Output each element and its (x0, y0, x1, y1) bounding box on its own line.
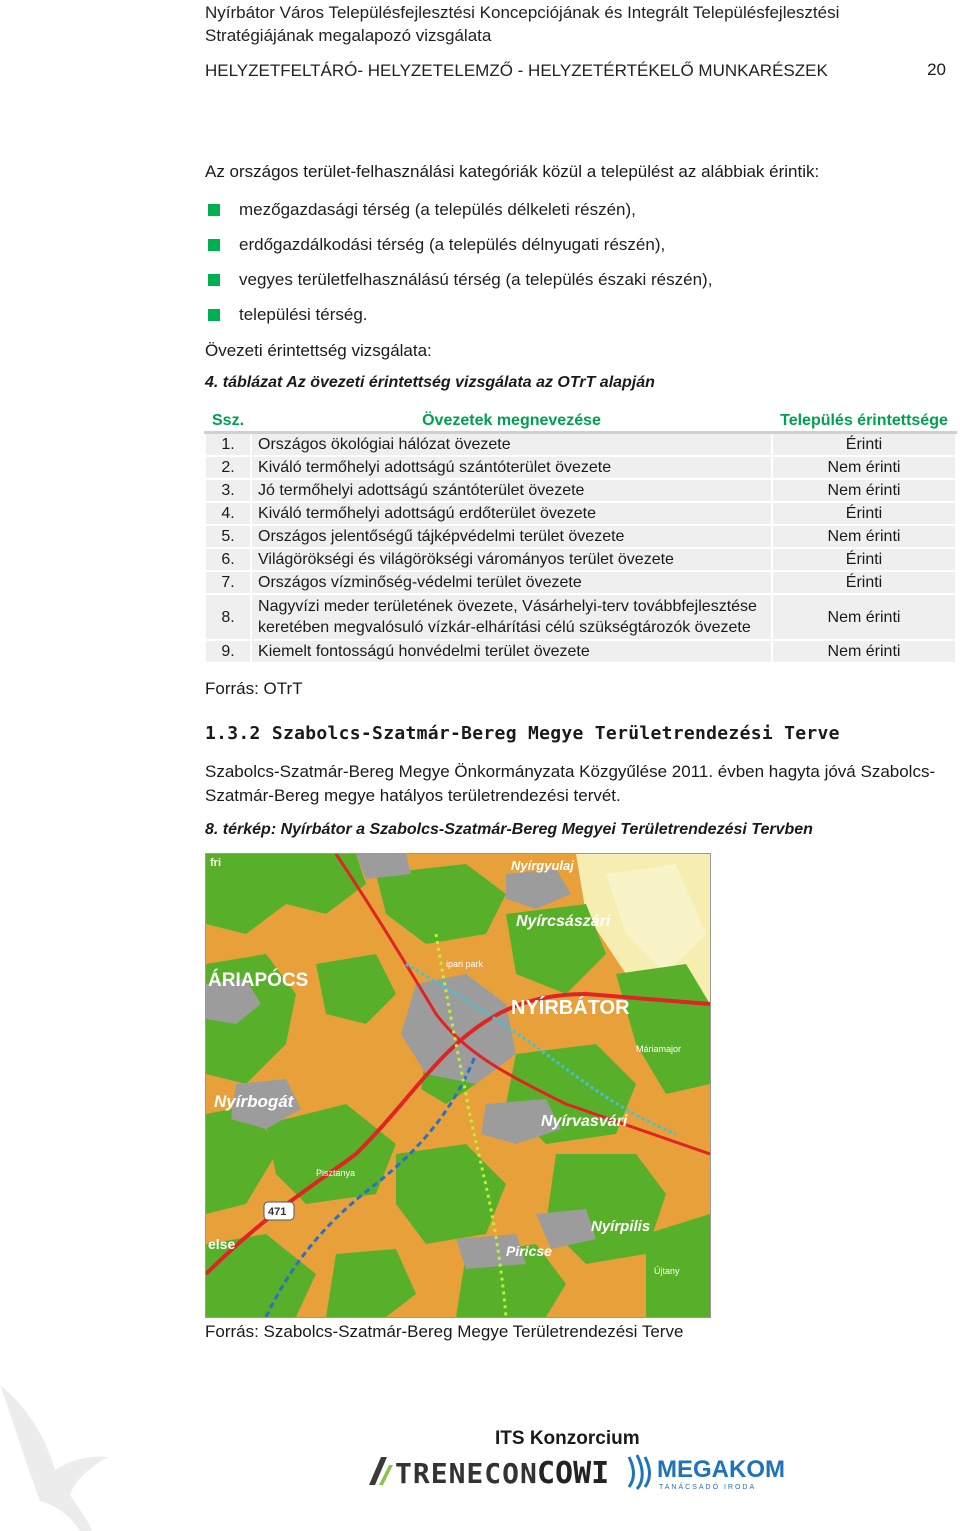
cell-result: Érinti (772, 502, 956, 525)
list-item (208, 304, 712, 339)
cell-result: Nem érinti (772, 456, 956, 479)
map-label-piricse: Piricse (506, 1243, 552, 1259)
map-label-else: else (208, 1236, 236, 1252)
map-label-nyircsaszari: Nyírcsászári (516, 913, 611, 930)
list-item-text: települési térség. (239, 305, 368, 324)
cell-zone: Országos ökológiai hálózat övezete (251, 433, 772, 457)
cell-number: 6. (205, 548, 251, 571)
table-row (205, 594, 956, 640)
cell-result: Nem érinti (772, 479, 956, 502)
list-item-text: mezőgazdasági térség (a település délkeleti részén), (239, 200, 636, 219)
megakom-logo (629, 1455, 785, 1491)
map-label-route: 471 (268, 1206, 287, 1218)
map-label-pisztanya: Pisztanya (316, 1168, 356, 1178)
map-source: Forrás: Szabolcs-Szatmár-Bereg Megye Területrendezési Terve (205, 1322, 684, 1341)
map-caption: 8. térkép: Nyírbátor a Szabolcs-Szatmár-Bereg Megyei Területrendezési Tervben (205, 821, 813, 838)
cell-number: 4. (205, 502, 251, 525)
cowi-logo-text: COWI (537, 1456, 610, 1491)
map-label-mariamajor: Máriamajor (636, 1044, 682, 1054)
map-label-nyirbogat: Nyírbogát (214, 1092, 294, 1111)
megakom-logo-subtext: TANÁCSADÓ IRODA (659, 1484, 757, 1491)
map-label-nyirvasvari: Nyírvasvári (541, 1113, 628, 1130)
bullet-square-icon (208, 239, 220, 251)
table-header-row (205, 408, 956, 433)
section-paragraph: Szabolcs-Szatmár-Bereg Megye Önkormányzata Közgyűlése 2011. évben hagyta jóvá Szabolcs-Szatmár-Bereg megye hatályos területrendezési tervét. (205, 762, 936, 805)
cell-number: 7. (205, 571, 251, 594)
table-caption: 4. táblázat Az övezeti érintettség vizsgálata az OTrT alapján (205, 374, 655, 391)
map-label-fri: fri (210, 857, 221, 869)
cell-zone: Kiváló termőhelyi adottságú szántóterület övezete (251, 456, 772, 479)
cell-zone-line-1: Nagyvízi meder területének övezete, Vásárhelyi-terv továbbfejlesztése (258, 598, 757, 615)
cell-result: Érinti (772, 548, 956, 571)
cell-zone: Jó termőhelyi adottságú szántóterület övezete (251, 479, 772, 502)
trenecon-logo (369, 1457, 538, 1490)
cell-result: Nem érinti (772, 640, 956, 663)
table-row (205, 479, 956, 502)
cell-zone: Kiváló termőhelyi adottságú erdőterület övezete (251, 502, 772, 525)
cell-zone (251, 594, 772, 640)
cell-zone: Kiemelt fontosságú honvédelmi terület övezete (251, 640, 772, 663)
table-row (205, 548, 956, 571)
cell-zone-line-2: keretében megvalósuló vízkár-elhárítási célú szükségtározók övezete (258, 619, 751, 636)
cell-zone: Világörökségi és világörökségi várományos terület övezete (251, 548, 772, 571)
table-source: Forrás: OTrT (205, 679, 303, 698)
bullet-square-icon (208, 274, 220, 286)
cell-result: Érinti (772, 433, 956, 457)
table-row (205, 571, 956, 594)
cell-result: Érinti (772, 571, 956, 594)
page-number: 20 (927, 60, 946, 79)
table-row (205, 640, 956, 663)
list-item (208, 234, 712, 269)
table-row (205, 525, 956, 548)
map-label-nyirpilis: Nyírpilis (591, 1218, 651, 1235)
cell-zone: Országos vízminőség-védelmi terület övezete (251, 571, 772, 594)
trenecon-logo-text: TRENECON (395, 1457, 538, 1490)
consortium-title: ITS Konzorcium (495, 1428, 640, 1449)
bullet-list (208, 199, 712, 339)
list-item-text: vegyes területfelhasználású térség (a település északi részén), (239, 270, 713, 289)
map-label-nyirgyulaj: Nyírgyulaj (511, 858, 574, 873)
bullet-square-icon (208, 204, 220, 216)
list-item (208, 269, 712, 304)
map-label-mariapocs: ÁRIAPÓCS (208, 970, 309, 991)
column-header-zone: Övezetek megnevezése (251, 408, 772, 433)
cell-zone: Országos jelentőségű tájképvédelmi terület övezete (251, 525, 772, 548)
megakom-logo-text: MEGAKOM (657, 1456, 785, 1483)
cell-number: 2. (205, 456, 251, 479)
header-line-2: Stratégiájának megalapozó vizsgálata (205, 26, 492, 45)
cell-number: 3. (205, 479, 251, 502)
cell-number: 5. (205, 525, 251, 548)
header-line-3: HELYZETFELTÁRÓ- HELYZETELEMZŐ - HELYZETÉRTÉKELŐ MUNKARÉSZEK (205, 61, 828, 80)
table-row (205, 433, 956, 457)
map-label-ujtany: Újtany (654, 1266, 680, 1276)
bird-watermark-icon (0, 1385, 110, 1531)
cell-result: Nem érinti (772, 594, 956, 640)
section-heading: 1.3.2 Szabolcs-Szatmár-Bereg Megye Területrendezési Terve (205, 723, 840, 744)
map-label-ipari-park: ipari park (446, 959, 484, 969)
column-header-result: Település érintettsége (772, 408, 956, 433)
column-header-number: Ssz. (205, 408, 251, 433)
header-line-1: Nyírbátor Város Településfejlesztési Koncepciójának és Integrált Településfejlesztési (205, 3, 840, 22)
list-item-text: erdőgazdálkodási térség (a település délnyugati részén), (239, 235, 666, 254)
cell-number: 8. (205, 594, 251, 640)
table-row (205, 456, 956, 479)
bullet-square-icon (208, 309, 220, 321)
zones-table (204, 407, 957, 664)
subheading: Övezeti érintettség vizsgálata: (205, 341, 432, 360)
partner-logos (367, 1447, 787, 1492)
regional-plan-map (205, 853, 711, 1318)
map-label-nyirbator: NYÍRBÁTOR (511, 997, 630, 1019)
intro-text: Az országos terület-felhasználási kategóriák közül a települést az alábbiak érintik: (205, 162, 820, 181)
table-row (205, 502, 956, 525)
cell-number: 1. (205, 433, 251, 457)
cell-number: 9. (205, 640, 251, 663)
list-item (208, 199, 712, 234)
cell-result: Nem érinti (772, 525, 956, 548)
